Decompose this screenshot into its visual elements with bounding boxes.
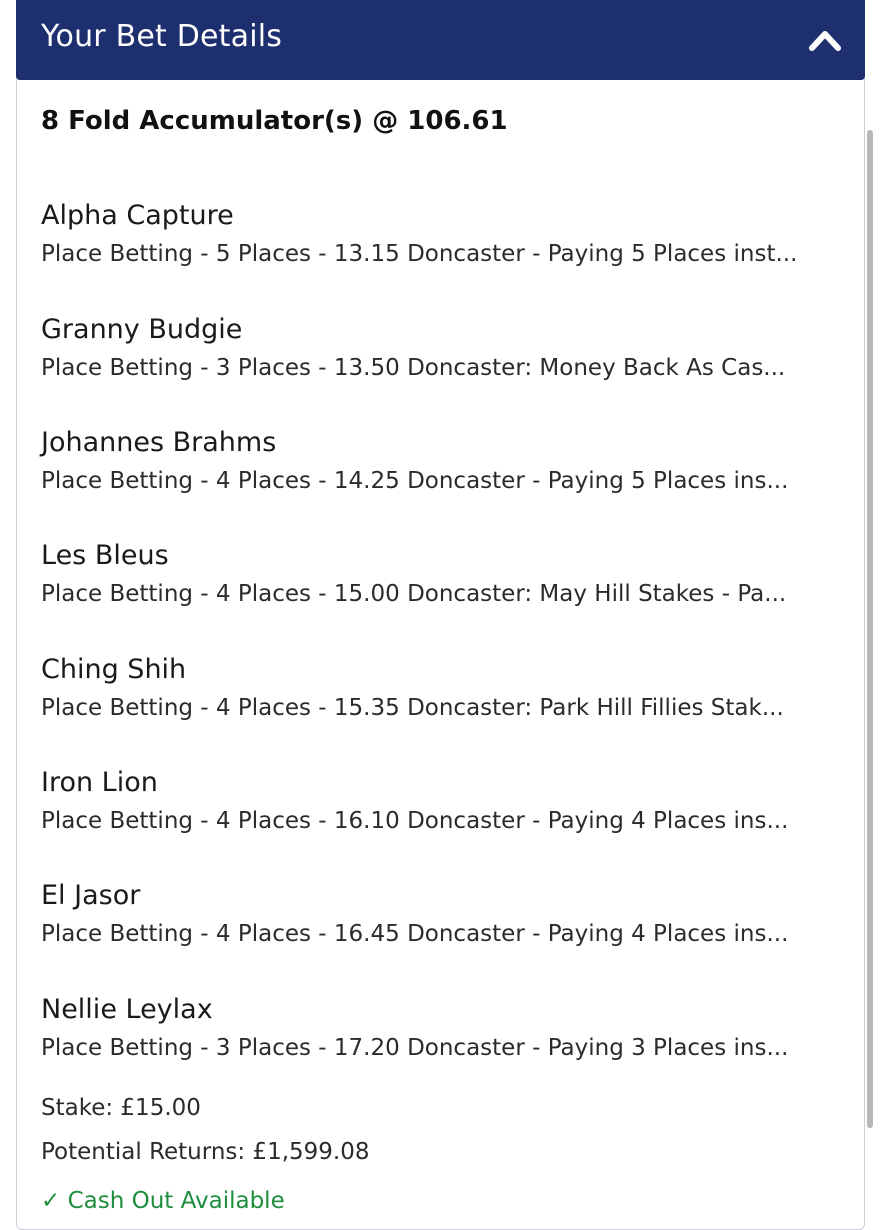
selection-name: Iron Lion (41, 767, 158, 798)
selection-description: Place Betting - 4 Places - 15.35 Doncaster: Park Hill Fillies Stak... (41, 695, 784, 721)
selection-item (41, 426, 811, 496)
cash-out-available[interactable]: ✓ Cash Out Available (41, 1188, 285, 1214)
header-title: Your Bet Details (41, 19, 283, 54)
chevron-up-icon[interactable] (807, 22, 843, 58)
selection-item (41, 993, 811, 1063)
selection-item (41, 766, 811, 836)
bet-details-header[interactable] (16, 0, 865, 80)
selection-name: Alpha Capture (41, 200, 234, 231)
selection-description: Place Betting - 4 Places - 15.00 Doncaster: May Hill Stakes - Pa... (41, 581, 787, 607)
selection-description: Place Betting - 5 Places - 13.15 Doncaster - Paying 5 Places inst... (41, 241, 798, 267)
selection-item (41, 199, 811, 269)
potential-returns: Potential Returns: £1,599.08 (41, 1139, 370, 1165)
selection-name: Johannes Brahms (41, 427, 277, 458)
selection-name: Granny Budgie (41, 314, 243, 345)
stake-amount: Stake: £15.00 (41, 1095, 201, 1121)
selection-name: Nellie Leylax (41, 994, 213, 1025)
selection-name: Les Bleus (41, 540, 169, 571)
selection-description: Place Betting - 4 Places - 14.25 Doncaster - Paying 5 Places ins... (41, 468, 789, 494)
selection-item (41, 879, 811, 949)
selection-description: Place Betting - 3 Places - 13.50 Doncaster: Money Back As Cas... (41, 355, 786, 381)
selection-description: Place Betting - 3 Places - 17.20 Doncaster - Paying 3 Places ins... (41, 1035, 789, 1061)
selection-item (41, 539, 811, 609)
selection-description: Place Betting - 4 Places - 16.10 Doncaster - Paying 4 Places ins... (41, 808, 789, 834)
selection-item (41, 653, 811, 723)
selection-name: El Jasor (41, 880, 141, 911)
selection-item (41, 313, 811, 383)
accumulator-title: 8 Fold Accumulator(s) @ 106.61 (41, 106, 508, 136)
selection-name: Ching Shih (41, 654, 187, 685)
selection-description: Place Betting - 4 Places - 16.45 Doncaster - Paying 4 Places ins... (41, 921, 789, 947)
scrollbar[interactable] (867, 130, 873, 1128)
